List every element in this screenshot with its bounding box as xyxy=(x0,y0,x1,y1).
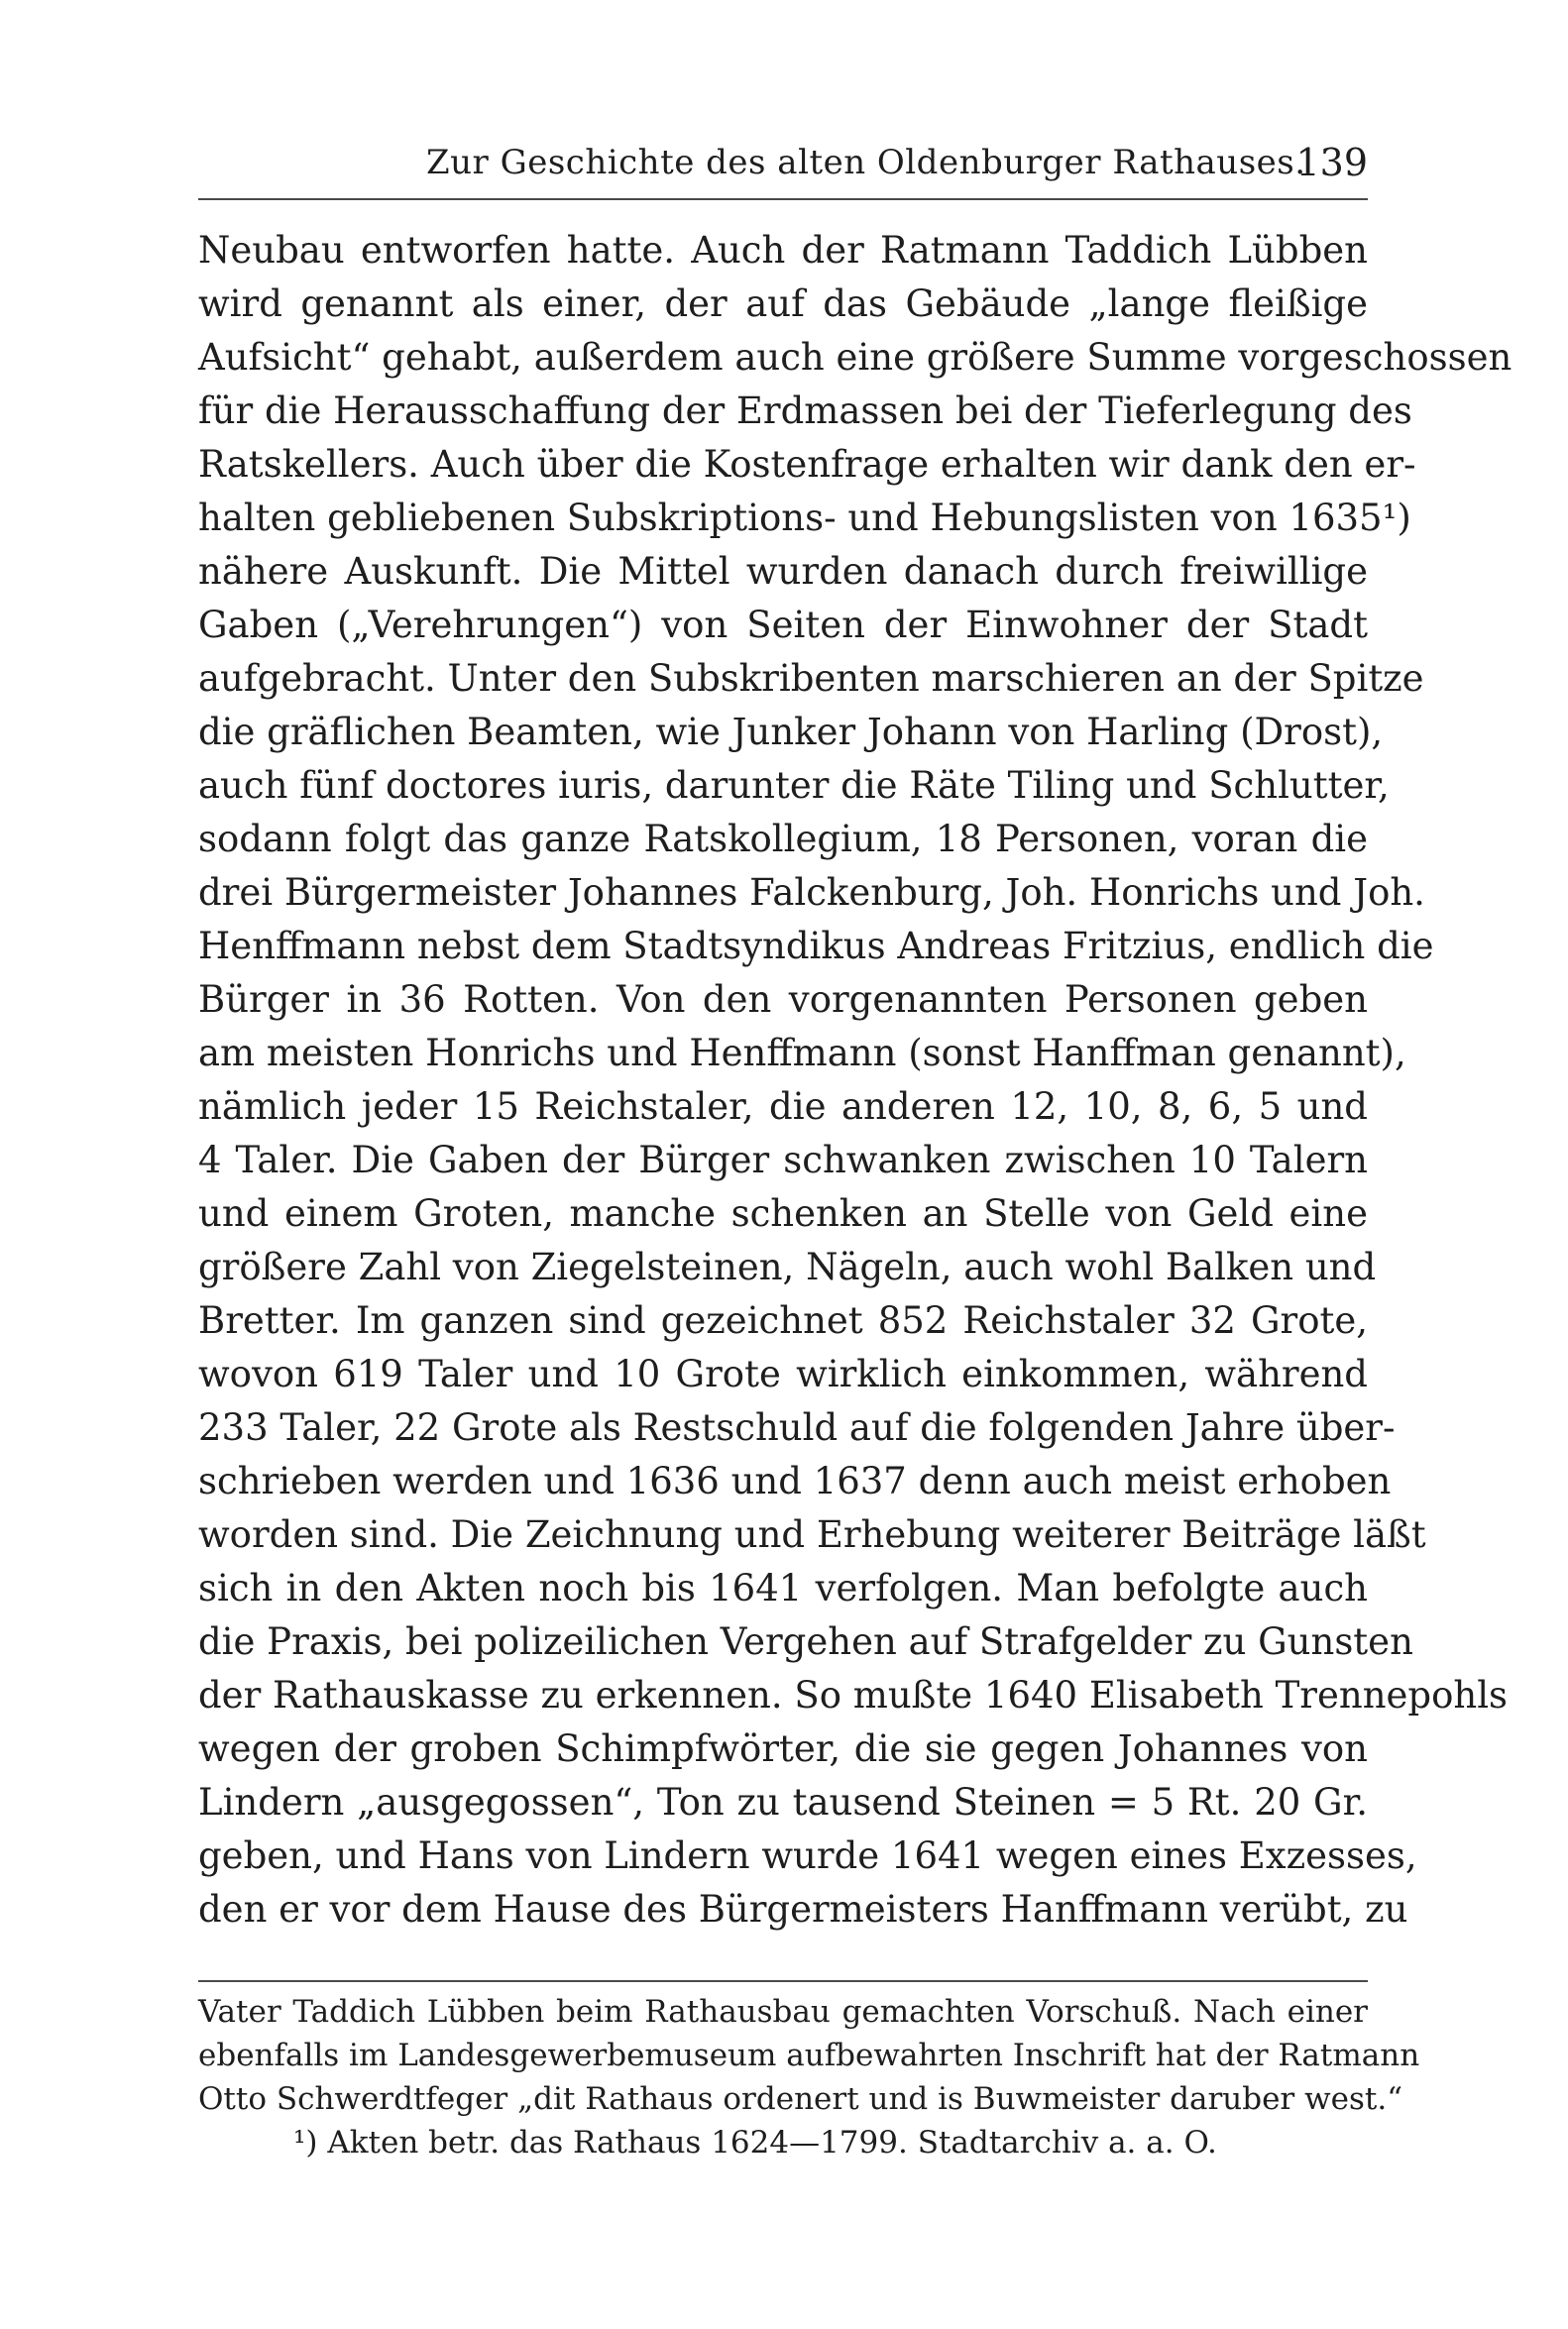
text-line: Bretter. Im ganzen sind gezeichnet 852 Reichstaler 32 Grote, xyxy=(198,1299,1368,1342)
text-line: geben, und Hans von Lindern wurde 1641 wegen eines Exzesses, xyxy=(198,1834,1417,1877)
text-line: Lindern „ausgegossen“, Ton zu tausend Steinen = 5 Rt. 20 Gr. xyxy=(198,1781,1368,1824)
text-line: halten gebliebenen Subskriptions- und Hebungslisten von 1635¹) xyxy=(198,497,1411,539)
text-line: sodann folgt das ganze Ratskollegium, 18 Personen, voran die xyxy=(198,818,1368,860)
text-line: 233 Taler, 22 Grote als Restschuld auf die folgenden Jahre über- xyxy=(198,1406,1396,1449)
page-number: 139 xyxy=(1295,141,1368,184)
footnote-line: Otto Schwerdtfeger „dit Rathaus ordenert und is Buwmeister daruber west.“ xyxy=(198,2081,1403,2117)
text-line: für die Herausschaffung der Erdmassen bei der Tieferlegung des xyxy=(198,389,1412,432)
text-line: die gräflichen Beamten, wie Junker Johann von Harling (Drost), xyxy=(198,711,1384,753)
text-line: Bürger in 36 Rotten. Von den vorgenannten Personen geben xyxy=(198,978,1368,1021)
page-header xyxy=(198,137,1368,196)
text-line: nämlich jeder 15 Reichstaler, die anderen 12, 10, 8, 6, 5 und xyxy=(198,1085,1368,1128)
text-line: Ratskellers. Auch über die Kostenfrage erhalten wir dank den er- xyxy=(198,443,1416,486)
text-line: größere Zahl von Ziegelsteinen, Nägeln, auch wohl Balken und xyxy=(198,1246,1377,1288)
text-line: die Praxis, bei polizeilichen Vergehen auf Strafgelder zu Gunsten xyxy=(198,1620,1413,1663)
text-line: Neubau entworfen hatte. Auch der Ratmann Taddich Lübben xyxy=(198,229,1368,272)
text-line: den er vor dem Hause des Bürgermeisters Hanffmann verübt, zu xyxy=(198,1888,1408,1931)
footnote-line: ¹) Akten betr. das Rathaus 1624—1799. Stadtarchiv a. a. O. xyxy=(293,2125,1217,2161)
text-line: aufgebracht. Unter den Subskribenten marschieren an der Spitze xyxy=(198,657,1424,700)
text-line: auch fünf doctores iuris, darunter die Räte Tiling und Schlutter, xyxy=(198,764,1390,807)
text-line: der Rathauskasse zu erkennen. So mußte 1640 Elisabeth Trennepohls xyxy=(198,1674,1509,1717)
text-line: Aufsicht“ gehabt, außerdem auch eine größere Summe vorgeschossen xyxy=(198,336,1512,379)
footnote-line: ebenfalls im Landesgewerbemuseum aufbewahrten Inschrift hat der Ratmann xyxy=(198,2038,1420,2073)
footnotes xyxy=(198,1990,1420,2164)
main-text xyxy=(198,224,1512,1937)
text-line: und einem Groten, manche schenken an Stelle von Geld eine xyxy=(198,1192,1368,1235)
text-line: wird genannt als einer, der auf das Gebäude „lange fleißige xyxy=(198,282,1368,325)
text-line: wegen der groben Schimpfwörter, die sie gegen Johannes von xyxy=(198,1727,1368,1770)
text-line: Henffmann nebst dem Stadtsyndikus Andreas Fritzius, endlich die xyxy=(198,925,1434,967)
text-line: am meisten Honrichs und Henffmann (sonst Hanffman genannt), xyxy=(198,1032,1406,1074)
text-line: nähere Auskunft. Die Mittel wurden danach durch freiwillige xyxy=(198,550,1368,593)
text-line: worden sind. Die Zeichnung und Erhebung weiterer Beiträge läßt xyxy=(198,1513,1426,1556)
text-line: schrieben werden und 1636 und 1637 denn auch meist erhoben xyxy=(198,1460,1392,1502)
header-rule xyxy=(198,198,1368,200)
text-line: 4 Taler. Die Gaben der Bürger schwanken zwischen 10 Talern xyxy=(198,1139,1368,1181)
footnote-rule xyxy=(198,1980,1368,1982)
text-line: Gaben („Verehrungen“) von Seiten der Einwohner der Stadt xyxy=(198,604,1368,646)
text-line: sich in den Akten noch bis 1641 verfolgen. Man befolgte auch xyxy=(198,1567,1368,1609)
footnote-line: Vater Taddich Lübben beim Rathausbau gemachten Vorschuß. Nach einer xyxy=(198,1994,1368,2030)
text-line: wovon 619 Taler und 10 Grote wirklich einkommen, während xyxy=(198,1353,1368,1395)
running-head: Zur Geschichte des alten Oldenburger Rathauses. xyxy=(426,143,1306,182)
text-line: drei Bürgermeister Johannes Falckenburg, Joh. Honrichs und Joh. xyxy=(198,871,1425,914)
